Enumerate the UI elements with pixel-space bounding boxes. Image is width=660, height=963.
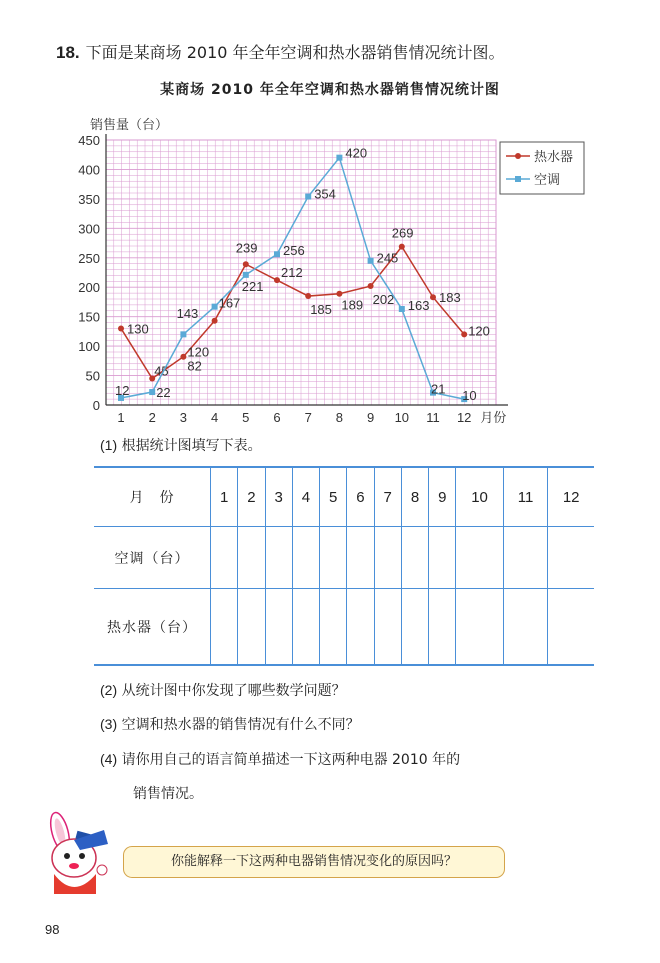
data-point (180, 354, 186, 360)
part-4 (100, 749, 460, 769)
blank-cell[interactable] (548, 589, 594, 666)
x-tick-label: 12 (456, 410, 472, 425)
data-label: 163 (407, 298, 430, 314)
blank-cell[interactable] (401, 589, 428, 666)
data-label: 212 (281, 265, 303, 281)
data-point (305, 194, 311, 200)
data-point (149, 389, 155, 395)
data-point (180, 331, 186, 337)
table-header-row (94, 467, 594, 527)
data-label: 221 (241, 278, 264, 294)
data-point (212, 318, 218, 324)
data-label: 189 (341, 297, 364, 313)
data-point (305, 293, 311, 299)
blank-cell[interactable] (347, 527, 374, 589)
blank-cell[interactable] (401, 527, 428, 589)
table-header-cell: 2 (238, 467, 265, 527)
legend-label: 空调 (534, 173, 561, 188)
data-label: 10 (462, 388, 477, 404)
part-2-label: (2) (100, 682, 118, 698)
data-point (430, 294, 436, 300)
page-number: 98 (45, 922, 60, 937)
x-tick-label: 7 (304, 410, 312, 425)
blank-cell[interactable] (456, 527, 503, 589)
table-header-cell: 12 (548, 467, 594, 527)
data-point (461, 331, 467, 337)
fill-table (94, 466, 594, 666)
data-label: 185 (310, 302, 332, 318)
row-label-air-conditioner: 空调（台） (94, 527, 211, 589)
data-point (118, 325, 124, 331)
x-tick-label: 6 (273, 410, 281, 425)
table-header-cell: 7 (374, 467, 401, 527)
problem-number: 18. (56, 43, 80, 62)
x-tick-label: 3 (179, 410, 188, 425)
data-label: 12 (115, 382, 130, 398)
part-1-text: 根据统计图填写下表。 (121, 438, 262, 454)
data-label: 130 (127, 321, 149, 337)
data-point (336, 291, 342, 297)
blank-cell[interactable] (238, 589, 265, 666)
blank-cell[interactable] (503, 589, 548, 666)
blank-cell[interactable] (347, 589, 374, 666)
data-label: 120 (187, 344, 210, 360)
data-point (368, 258, 374, 264)
blank-cell[interactable] (320, 527, 347, 589)
data-point (368, 283, 374, 289)
table-header-cell: 6 (347, 467, 374, 527)
part-4-continued (133, 783, 203, 803)
part-2-text: 从统计图中你发现了哪些数学问题？ (121, 683, 346, 699)
x-tick-label: 8 (335, 410, 344, 425)
x-tick-label: 2 (148, 410, 156, 425)
part-4-text: 请你用自己的语言简单描述一下这两种电器 2010 年的 (121, 752, 461, 768)
table-header-cell: 4 (292, 467, 319, 527)
data-point (274, 251, 280, 257)
table-header-month: 月 份 (94, 467, 211, 527)
y-tick-label: 300 (78, 221, 100, 237)
legend-label: 热水器 (534, 150, 574, 165)
table-header-cell: 11 (503, 467, 548, 527)
data-point (243, 261, 249, 267)
y-tick-label: 100 (78, 339, 100, 355)
blank-cell[interactable] (292, 589, 319, 666)
y-tick-label: 450 (78, 133, 100, 148)
table-row-air-conditioner (94, 527, 594, 589)
line-chart (0, 0, 660, 430)
data-label: 354 (314, 186, 336, 202)
rabbit-mascot-icon (30, 810, 120, 895)
y-axis-label: 销售量（台） (90, 118, 169, 133)
table-header-cell: 1 (211, 467, 238, 527)
part-3-text: 空调和热水器的销售情况有什么不同？ (121, 717, 360, 733)
legend-marker (515, 176, 521, 182)
x-tick-label: 10 (394, 410, 410, 425)
blank-cell[interactable] (503, 527, 548, 589)
data-label: 45 (154, 363, 169, 379)
y-tick-label: 200 (78, 280, 100, 296)
blank-cell[interactable] (548, 527, 594, 589)
data-label: 120 (468, 323, 490, 339)
blank-cell[interactable] (374, 527, 401, 589)
part-4-text-continued: 销售情况。 (133, 786, 203, 802)
y-tick-label: 0 (92, 398, 100, 413)
y-tick-label: 350 (78, 191, 100, 207)
blank-cell[interactable] (429, 527, 456, 589)
part-4-label: (4) (100, 751, 118, 767)
data-label: 245 (376, 250, 399, 266)
row-label-water-heater: 热水器（台） (94, 589, 211, 666)
data-label: 82 (187, 358, 202, 374)
y-tick-label: 400 (78, 162, 100, 178)
data-point (399, 306, 405, 312)
x-tick-label: 9 (366, 410, 375, 425)
y-tick-label: 250 (78, 250, 100, 266)
y-tick-label: 150 (78, 309, 100, 325)
part-3 (100, 714, 360, 734)
part-1 (100, 435, 262, 455)
blank-cell[interactable] (211, 527, 238, 589)
data-point (336, 155, 342, 161)
part-3-label: (3) (100, 716, 118, 732)
data-label: 269 (391, 225, 414, 241)
x-tick-label: 4 (210, 410, 219, 425)
part-2 (100, 680, 346, 700)
blank-cell[interactable] (265, 589, 292, 666)
hint-bubble: 你能解释一下这两种电器销售情况变化的原因吗？ (123, 846, 505, 878)
data-label: 202 (372, 292, 395, 308)
data-label: 167 (218, 295, 241, 311)
blank-cell[interactable] (429, 589, 456, 666)
blank-cell[interactable] (265, 527, 292, 589)
blank-cell[interactable] (238, 527, 265, 589)
data-label: 21 (431, 381, 446, 397)
x-tick-label: 5 (242, 410, 250, 425)
part-1-label: (1) (100, 437, 118, 453)
x-tick-label: 11 (426, 410, 440, 425)
blank-cell[interactable] (211, 589, 238, 666)
data-label: 183 (439, 290, 461, 306)
table-header-cell: 5 (320, 467, 347, 527)
table-header-cell: 3 (265, 467, 292, 527)
data-label: 22 (156, 385, 171, 401)
problem-text: 下面是某商场 2010 年全年空调和热水器销售情况统计图。 (85, 43, 505, 62)
data-point (243, 272, 249, 278)
data-point (399, 244, 405, 250)
table-header-cell: 10 (456, 467, 503, 527)
blank-cell[interactable] (374, 589, 401, 666)
x-tick-label: 1 (117, 410, 125, 425)
table-header-cell: 9 (429, 467, 456, 527)
blank-cell[interactable] (292, 527, 319, 589)
chart-title: 某商场 2010 年全年空调和热水器销售情况统计图 (160, 82, 500, 98)
y-tick-label: 50 (85, 368, 100, 384)
blank-cell[interactable] (320, 589, 347, 666)
x-axis-label: 月份 (480, 411, 507, 426)
table-row-water-heater (94, 589, 594, 666)
data-label: 256 (283, 243, 305, 259)
data-label: 420 (345, 145, 368, 161)
blank-cell[interactable] (456, 589, 503, 666)
legend-marker (515, 153, 521, 159)
table-header-cell: 8 (401, 467, 428, 527)
data-point (212, 304, 218, 310)
data-label: 239 (235, 240, 258, 256)
data-point (274, 277, 280, 283)
data-label: 143 (176, 305, 199, 321)
